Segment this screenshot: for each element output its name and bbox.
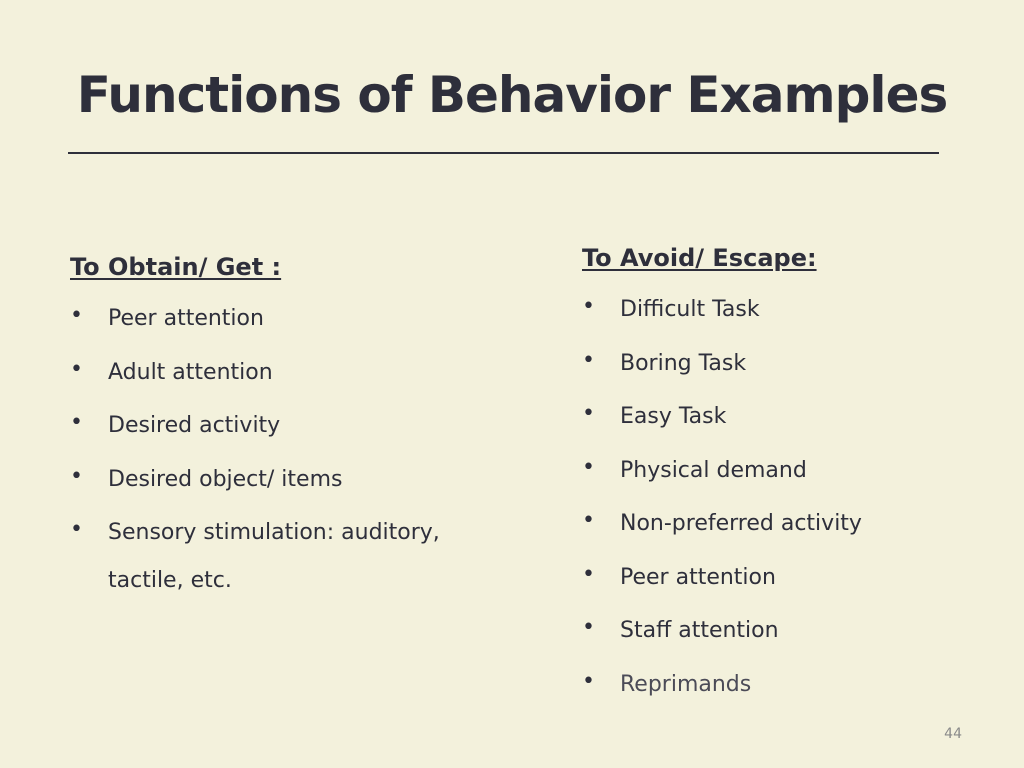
bullet-icon: • (70, 410, 83, 435)
bullet-icon: • (582, 615, 595, 640)
bullet-icon: • (70, 356, 83, 382)
title-divider (68, 152, 939, 154)
bullet-icon: • (70, 303, 83, 328)
list-item: • Physical demand (582, 447, 1002, 495)
list-item: • Sensory stimulation: auditory, tactile, etc. (70, 509, 490, 605)
bullet-icon: • (582, 401, 595, 426)
obtain-list (70, 295, 490, 605)
bullet-icon: • (582, 294, 595, 319)
bullet-icon: • (582, 508, 595, 533)
list-item: • Desired object/ items (70, 456, 490, 504)
bullet-icon: • (582, 347, 595, 373)
list-item: • Desired activity (70, 402, 490, 450)
bullet-icon: • (582, 668, 595, 694)
obtain-column (70, 253, 490, 611)
obtain-heading-colon: : (271, 253, 282, 281)
list-item: • Peer attention (582, 554, 1002, 602)
list-item: • Boring Task (582, 340, 1002, 388)
avoid-column (582, 244, 1002, 714)
list-item: • Reprimands (582, 661, 1002, 709)
bullet-icon: • (582, 454, 595, 480)
page-number: 44 (944, 726, 962, 742)
list-item: • Non-preferred activity (582, 500, 1002, 548)
slide-title: Functions of Behavior Examples (76, 66, 948, 124)
obtain-heading-label: To Obtain/ Get (70, 253, 272, 281)
list-item: • Adult attention (70, 349, 490, 397)
bullet-icon: • (582, 561, 595, 587)
list-item: • Peer attention (70, 295, 490, 343)
list-item: • Difficult Task (582, 286, 1002, 334)
bullet-icon: • (70, 463, 83, 489)
obtain-heading (70, 253, 490, 281)
list-item: • Staff attention (582, 607, 1002, 655)
avoid-heading: To Avoid/ Escape: (582, 244, 817, 272)
list-item: • Easy Task (582, 393, 1002, 441)
bullet-icon: • (70, 517, 83, 542)
avoid-list (582, 286, 1002, 709)
